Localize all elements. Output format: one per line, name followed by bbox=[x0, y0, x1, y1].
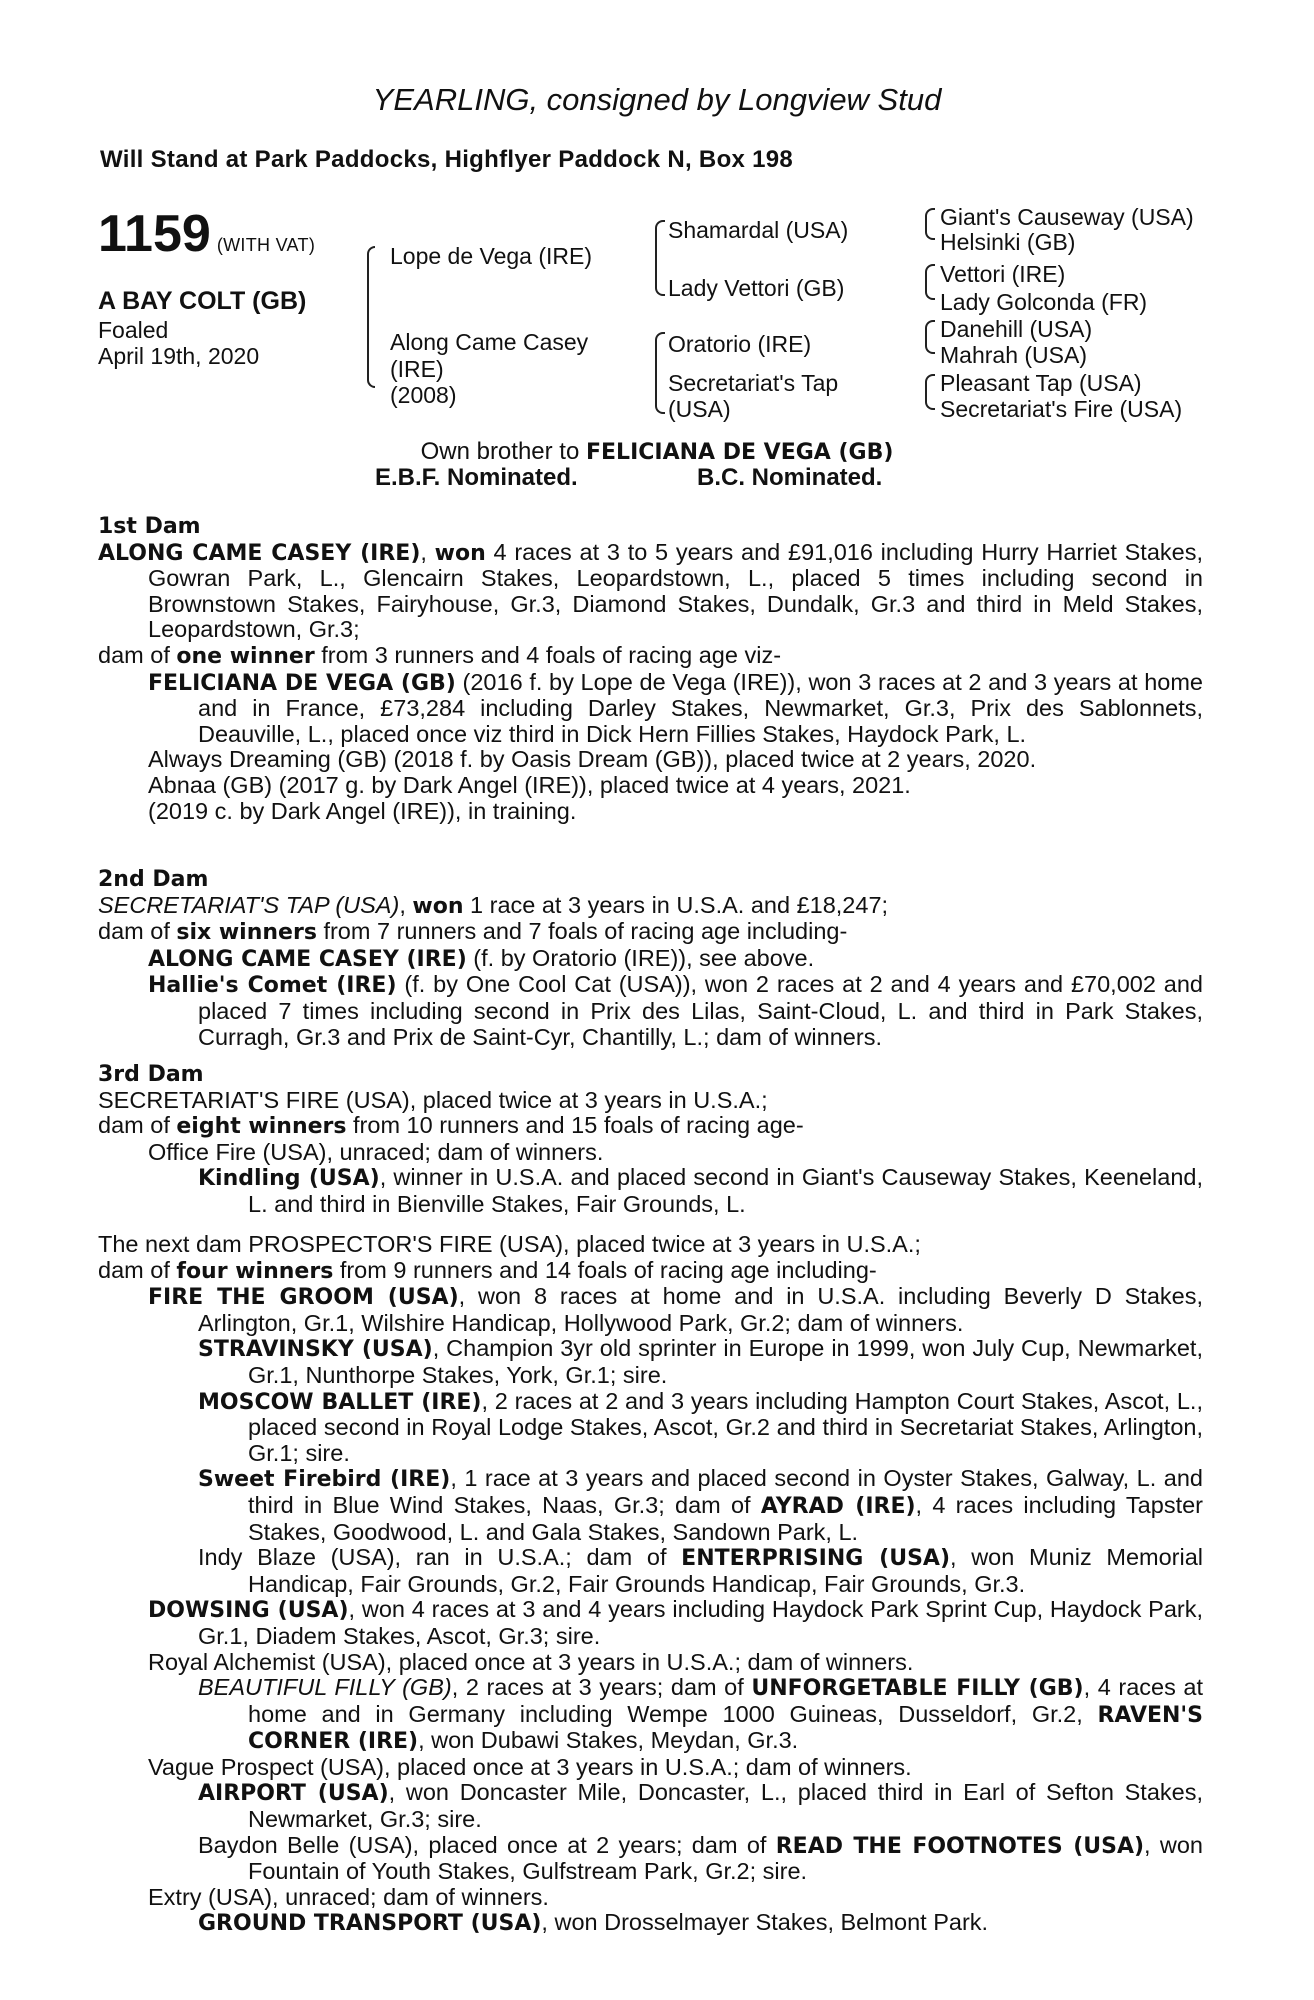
produce-entry: Royal Alchemist (USA), placed once at 3 years in U.S.A.; dam of winners. bbox=[148, 1648, 914, 1675]
first-dam-section bbox=[98, 514, 1203, 824]
dam-entry bbox=[98, 893, 1203, 920]
produce-record: , winner in U.S.A. and placed second in Giant's Causeway Stakes, Keeneland, L. and third in Bienville Stakes, Fair Grounds, L. bbox=[248, 1164, 1203, 1217]
pedigree-dam-sire: Oratorio (IRE) bbox=[668, 331, 812, 357]
pedigree-brace-sire bbox=[655, 220, 665, 296]
winner-count: one winner bbox=[176, 643, 315, 669]
produce-entry bbox=[98, 1597, 1203, 1649]
produce-entry bbox=[98, 1284, 1203, 1336]
pedigree-ssd: Helsinki (GB) bbox=[940, 229, 1076, 255]
dam-of-suffix: from 7 runners and 7 foals of racing age including- bbox=[316, 918, 848, 945]
dam-name: ALONG CAME CASEY (IRE) bbox=[98, 540, 421, 566]
produce-entry bbox=[98, 1545, 1203, 1597]
produce-name: RAVEN'S CORNER (IRE) bbox=[248, 1702, 1203, 1755]
produce-record: , won 4 races at 3 and 4 years including Haydock Park Sprint Cup, Haydock Park, Gr.1, Diadem Stakes, Ascot, Gr.3; sire. bbox=[198, 1596, 1203, 1649]
produce-name: DOWSING (USA) bbox=[148, 1598, 349, 1624]
pedigree-sds: Vettori (IRE) bbox=[940, 261, 1066, 287]
separator: , bbox=[399, 891, 413, 918]
winner-count: eight winners bbox=[176, 1114, 347, 1140]
produce-entry: Vague Prospect (USA), placed once at 3 years in U.S.A.; dam of winners. bbox=[148, 1753, 912, 1780]
won-label: won bbox=[434, 540, 486, 566]
dam-of-line bbox=[98, 1113, 1203, 1140]
produce-entry: Extry (USA), unraced; dam of winners. bbox=[148, 1883, 549, 1910]
produce-record: , won 8 races at home and in U.S.A. including Beverly D Stakes, Arlington, Gr.1, Wilshire Handicap, Hollywood Park, Gr.2; dam of winners. bbox=[198, 1283, 1204, 1336]
produce-name: STRAVINSKY (USA) bbox=[198, 1337, 433, 1363]
dam-of-suffix: from 3 runners and 4 foals of racing age viz- bbox=[314, 641, 782, 668]
produce-entry bbox=[98, 1466, 1203, 1545]
pedigree-dss: Danehill (USA) bbox=[940, 316, 1093, 342]
produce-record: , 2 races at 3 years; dam of bbox=[451, 1674, 752, 1701]
dam-record: 4 races at 3 to 5 years and £91,016 including Hurry Harriet Stakes, Gowran Park, L., Glencairn Stakes, Leopardstown, L., placed 5 times including second in Brownstown Stakes, Fairyhouse, Gr.3, Diamond Stakes, Dundalk, Gr.3 and third in Meld Stakes, Leopardstown, Gr.3; bbox=[148, 538, 1203, 643]
produce-entry: (2019 c. by Dark Angel (IRE)), in training. bbox=[148, 797, 577, 824]
dam-of-line bbox=[98, 1258, 1203, 1285]
produce-entry bbox=[98, 946, 1203, 973]
pedigree-brace-ss bbox=[925, 208, 935, 240]
produce-entry bbox=[98, 1389, 1203, 1467]
dam-name: SECRETARIAT'S TAP (USA) bbox=[98, 891, 400, 918]
bc-nominated: B.C. Nominated. bbox=[697, 464, 883, 491]
pedigree-sire: Lope de Vega (IRE) bbox=[390, 243, 593, 269]
own-brother-prefix: Own brother to bbox=[420, 438, 586, 465]
produce-record: , won Drosselmayer Stakes, Belmont Park. bbox=[541, 1909, 989, 1936]
produce-record: (f. by Oratorio (IRE)), see above. bbox=[466, 944, 815, 971]
dam-of-prefix: dam of bbox=[98, 1256, 177, 1283]
pedigree-sire-sire: Shamardal (USA) bbox=[668, 217, 849, 243]
separator: , bbox=[420, 538, 435, 565]
pedigree-dam-line3: (2008) bbox=[390, 382, 457, 408]
produce-name: BEAUTIFUL FILLY (GB) bbox=[198, 1674, 452, 1701]
produce-record: , Champion 3yr old sprinter in Europe in 1999, won July Cup, Newmarket, Gr.1, Nunthorpe Stakes, York, Gr.1; sire. bbox=[248, 1335, 1203, 1388]
produce-entry: Office Fire (USA), unraced; dam of winners. bbox=[148, 1138, 604, 1165]
produce-name: UNFORGETABLE FILLY (GB) bbox=[751, 1676, 1084, 1702]
produce-record: , won Muniz Memorial Handicap, Fair Grounds, Gr.2, Fair Grounds Handicap, Fair Grounds, Gr.3. bbox=[248, 1544, 1203, 1597]
ebf-nominated: E.B.F. Nominated. bbox=[375, 464, 578, 491]
produce-record: , 1 race at 3 years and placed second in Oyster Stakes, Galway, L. and third in Blue Wind Stakes, Naas, Gr.3; dam of bbox=[248, 1465, 1203, 1518]
produce-prefix: Baydon Belle (USA), placed once at 2 years; dam of bbox=[198, 1831, 776, 1858]
produce-name: FELICIANA DE VEGA (GB) bbox=[148, 670, 456, 696]
produce-record: , 2 races at 2 and 3 years including Hampton Court Stakes, Ascot, L., placed second in Royal Lodge Stakes, Ascot, Gr.2 and third in Secretariat Stakes, Arlington, Gr.1; sire. bbox=[248, 1387, 1203, 1466]
dam-of-line bbox=[98, 643, 1203, 670]
fourth-dam-section bbox=[98, 1232, 1203, 1937]
pedigree-sss: Giant's Causeway (USA) bbox=[940, 204, 1194, 230]
pedigree-sire-dam: Lady Vettori (GB) bbox=[668, 275, 845, 301]
produce-name: AYRAD (IRE) bbox=[760, 1493, 916, 1519]
section-heading: 2nd Dam bbox=[98, 867, 209, 892]
produce-entry: Abnaa (GB) (2017 g. by Dark Angel (IRE)), placed twice at 4 years, 2021. bbox=[148, 771, 911, 798]
produce-entry: Always Dreaming (GB) (2018 f. by Oasis Dream (GB)), placed twice at 2 years, 2020. bbox=[148, 746, 1037, 773]
pedigree-ddd: Secretariat's Fire (USA) bbox=[940, 396, 1183, 422]
section-heading: 3rd Dam bbox=[98, 1062, 204, 1087]
pedigree-dam-dam-line2: (USA) bbox=[668, 396, 731, 422]
produce-name: READ THE FOOTNOTES (USA) bbox=[775, 1833, 1145, 1859]
produce-record: (f. by One Cool Cat (USA)), won 2 races at 2 and 4 years and £70,002 and placed 7 times including second in Prix des Lilas, Saint-Cloud, L. and third in Park Stakes, Curragh, Gr.3 and Prix de Saint-Cyr, Chantilly, L.; dam of winners. bbox=[198, 971, 1203, 1050]
produce-entry bbox=[98, 1833, 1203, 1885]
produce-record: , 4 races at home and in Germany including Wempe 1000 Guineas, Dusseldorf, Gr.2, bbox=[248, 1674, 1204, 1727]
produce-name: Kindling (USA) bbox=[198, 1166, 380, 1192]
pedigree-brace-ds bbox=[925, 320, 935, 354]
pedigree-brace-sd bbox=[925, 264, 935, 300]
lot-number-value: 1159 bbox=[98, 205, 211, 263]
won-label: won bbox=[412, 893, 464, 919]
produce-name: Sweet Firebird (IRE) bbox=[198, 1467, 451, 1493]
dam-of-suffix: from 9 runners and 14 foals of racing age including- bbox=[333, 1256, 877, 1283]
produce-name: MOSCOW BALLET (IRE) bbox=[198, 1389, 482, 1415]
lot-name: A BAY COLT (GB) bbox=[98, 287, 307, 315]
own-brother-name: FELICIANA DE VEGA (GB) bbox=[586, 440, 894, 465]
produce-name: AIRPORT (USA) bbox=[198, 1781, 389, 1807]
consignment-header: YEARLING, consigned by Longview Stud bbox=[372, 82, 942, 117]
pedigree-dam-line1: Along Came Casey bbox=[390, 329, 589, 355]
dam-of-prefix: dam of bbox=[98, 641, 177, 668]
produce-record: , won Dubawi Stakes, Meydan, Gr.3. bbox=[418, 1727, 799, 1754]
pedigree-dds: Pleasant Tap (USA) bbox=[940, 370, 1142, 396]
produce-record: , won Doncaster Mile, Doncaster, L., placed third in Earl of Sefton Stakes, Newmarket, Gr.3; sire. bbox=[248, 1779, 1203, 1833]
dam-entry: The next dam PROSPECTOR'S FIRE (USA), placed twice at 3 years in U.S.A.; bbox=[98, 1231, 921, 1257]
produce-name: GROUND TRANSPORT (USA) bbox=[198, 1911, 542, 1937]
pedigree-brace-main bbox=[367, 246, 375, 388]
pedigree-sdd: Lady Golconda (FR) bbox=[940, 289, 1148, 315]
produce-entry bbox=[98, 1165, 1203, 1217]
foaled-label: Foaled bbox=[98, 317, 169, 343]
foaled-date: April 19th, 2020 bbox=[98, 343, 260, 369]
produce-prefix: Indy Blaze (USA), ran in U.S.A.; dam of bbox=[198, 1544, 682, 1571]
produce-entry bbox=[98, 1336, 1203, 1388]
dam-record: 1 race at 3 years in U.S.A. and £18,247; bbox=[463, 891, 889, 918]
lot-number bbox=[98, 204, 315, 264]
produce-record: (2016 f. by Lope de Vega (IRE)), won 3 races at 2 and 3 years at home and in France, £73,284 including Darley Stakes, Newmarket, Gr.3, Prix des Sablonnets, Deauville, L., placed once viz third in Dick Hern Fillies Stakes, Haydock Park, L. bbox=[198, 668, 1203, 747]
produce-entry bbox=[98, 972, 1203, 1050]
dam-entry bbox=[98, 540, 1203, 643]
produce-name: Hallie's Comet (IRE) bbox=[148, 973, 397, 999]
section-heading: 1st Dam bbox=[98, 514, 201, 539]
produce-entry bbox=[98, 670, 1203, 748]
dam-of-suffix: from 10 runners and 15 foals of racing age- bbox=[346, 1112, 804, 1139]
second-dam-section bbox=[98, 867, 1203, 1050]
produce-name: ALONG CAME CASEY (IRE) bbox=[148, 946, 467, 972]
produce-record: , won Fountain of Youth Stakes, Gulfstream Park, Gr.2; sire. bbox=[248, 1831, 1203, 1885]
winner-count: six winners bbox=[176, 920, 317, 946]
stand-location: Will Stand at Park Paddocks, Highflyer Paddock N, Box 198 bbox=[100, 146, 794, 173]
pedigree-brace-dam bbox=[655, 332, 665, 414]
produce-record: , 4 races including Tapster Stakes, Goodwood, L. and Gala Stakes, Sandown Park, L. bbox=[248, 1491, 1203, 1545]
vat-note: (WITH VAT) bbox=[216, 235, 316, 255]
third-dam-section bbox=[98, 1062, 1203, 1218]
produce-entry bbox=[98, 1910, 1203, 1937]
pedigree-dam-line2: (IRE) bbox=[390, 356, 444, 382]
produce-name: FIRE THE GROOM (USA) bbox=[148, 1285, 459, 1311]
own-brother-note bbox=[0, 438, 1314, 466]
produce-entry bbox=[98, 1675, 1203, 1755]
pedigree-dam-dam-line1: Secretariat's Tap bbox=[668, 370, 839, 396]
dam-of-line bbox=[98, 919, 1203, 946]
pedigree-dsd: Mahrah (USA) bbox=[940, 342, 1087, 368]
produce-name: ENTERPRISING (USA) bbox=[681, 1546, 950, 1572]
dam-of-prefix: dam of bbox=[98, 1112, 177, 1139]
produce-entry bbox=[98, 1780, 1203, 1832]
dam-entry: SECRETARIAT'S FIRE (USA), placed twice at 3 years in U.S.A.; bbox=[98, 1086, 768, 1113]
pedigree-brace-dd bbox=[925, 374, 935, 410]
dam-of-prefix: dam of bbox=[98, 918, 177, 945]
winner-count: four winners bbox=[176, 1258, 334, 1284]
